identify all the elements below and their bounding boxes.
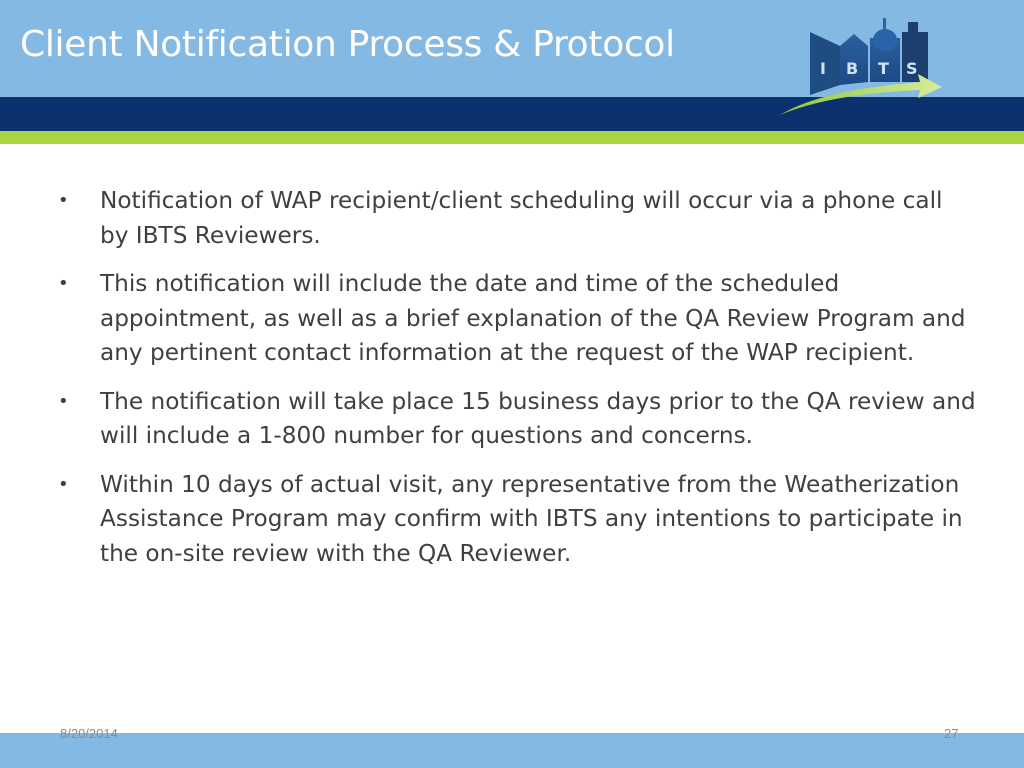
svg-text:S: S (906, 59, 918, 78)
page-number: 27 (944, 726, 959, 741)
bullet-list (58, 184, 978, 585)
slide-title: Client Notification Process & Protocol (20, 24, 675, 65)
bullet-item (58, 385, 978, 454)
header-green-stripe (0, 131, 1024, 144)
svg-text:I: I (820, 59, 826, 78)
ibts-logo-icon (780, 10, 950, 120)
bullet-text: Within 10 days of actual visit, any representative from the Weatherization Assistance Program may confirm with IBTS any intentions to participate in the on-site review with the QA Reviewer. (100, 470, 963, 567)
bullet-dot-icon: • (58, 390, 69, 412)
bullet-text: This notification will include the date and time of the scheduled appointment, as well as a brief explanation of the QA Review Program and any pertinent contact information at the request of the WAP recipient. (100, 270, 966, 366)
svg-text:B: B (846, 59, 859, 78)
bullet-dot-icon: • (58, 190, 69, 211)
bullet-dot-icon: • (58, 473, 69, 495)
bullet-text: Notification of WAP recipient/client scheduling will occur via a phone call by IBTS Reviewers. (100, 187, 943, 249)
svg-text:T: T (878, 59, 889, 78)
bullet-text: The notification will take place 15 business days prior to the QA review and will include a 1-800 number for questions and concerns. (100, 387, 976, 449)
bullet-item (58, 184, 978, 253)
bullet-item (58, 468, 978, 572)
footer-band (0, 733, 1024, 768)
bullet-item (58, 267, 978, 371)
footer-date: 8/20/2014 (60, 726, 118, 741)
bullet-dot-icon: • (58, 273, 69, 294)
